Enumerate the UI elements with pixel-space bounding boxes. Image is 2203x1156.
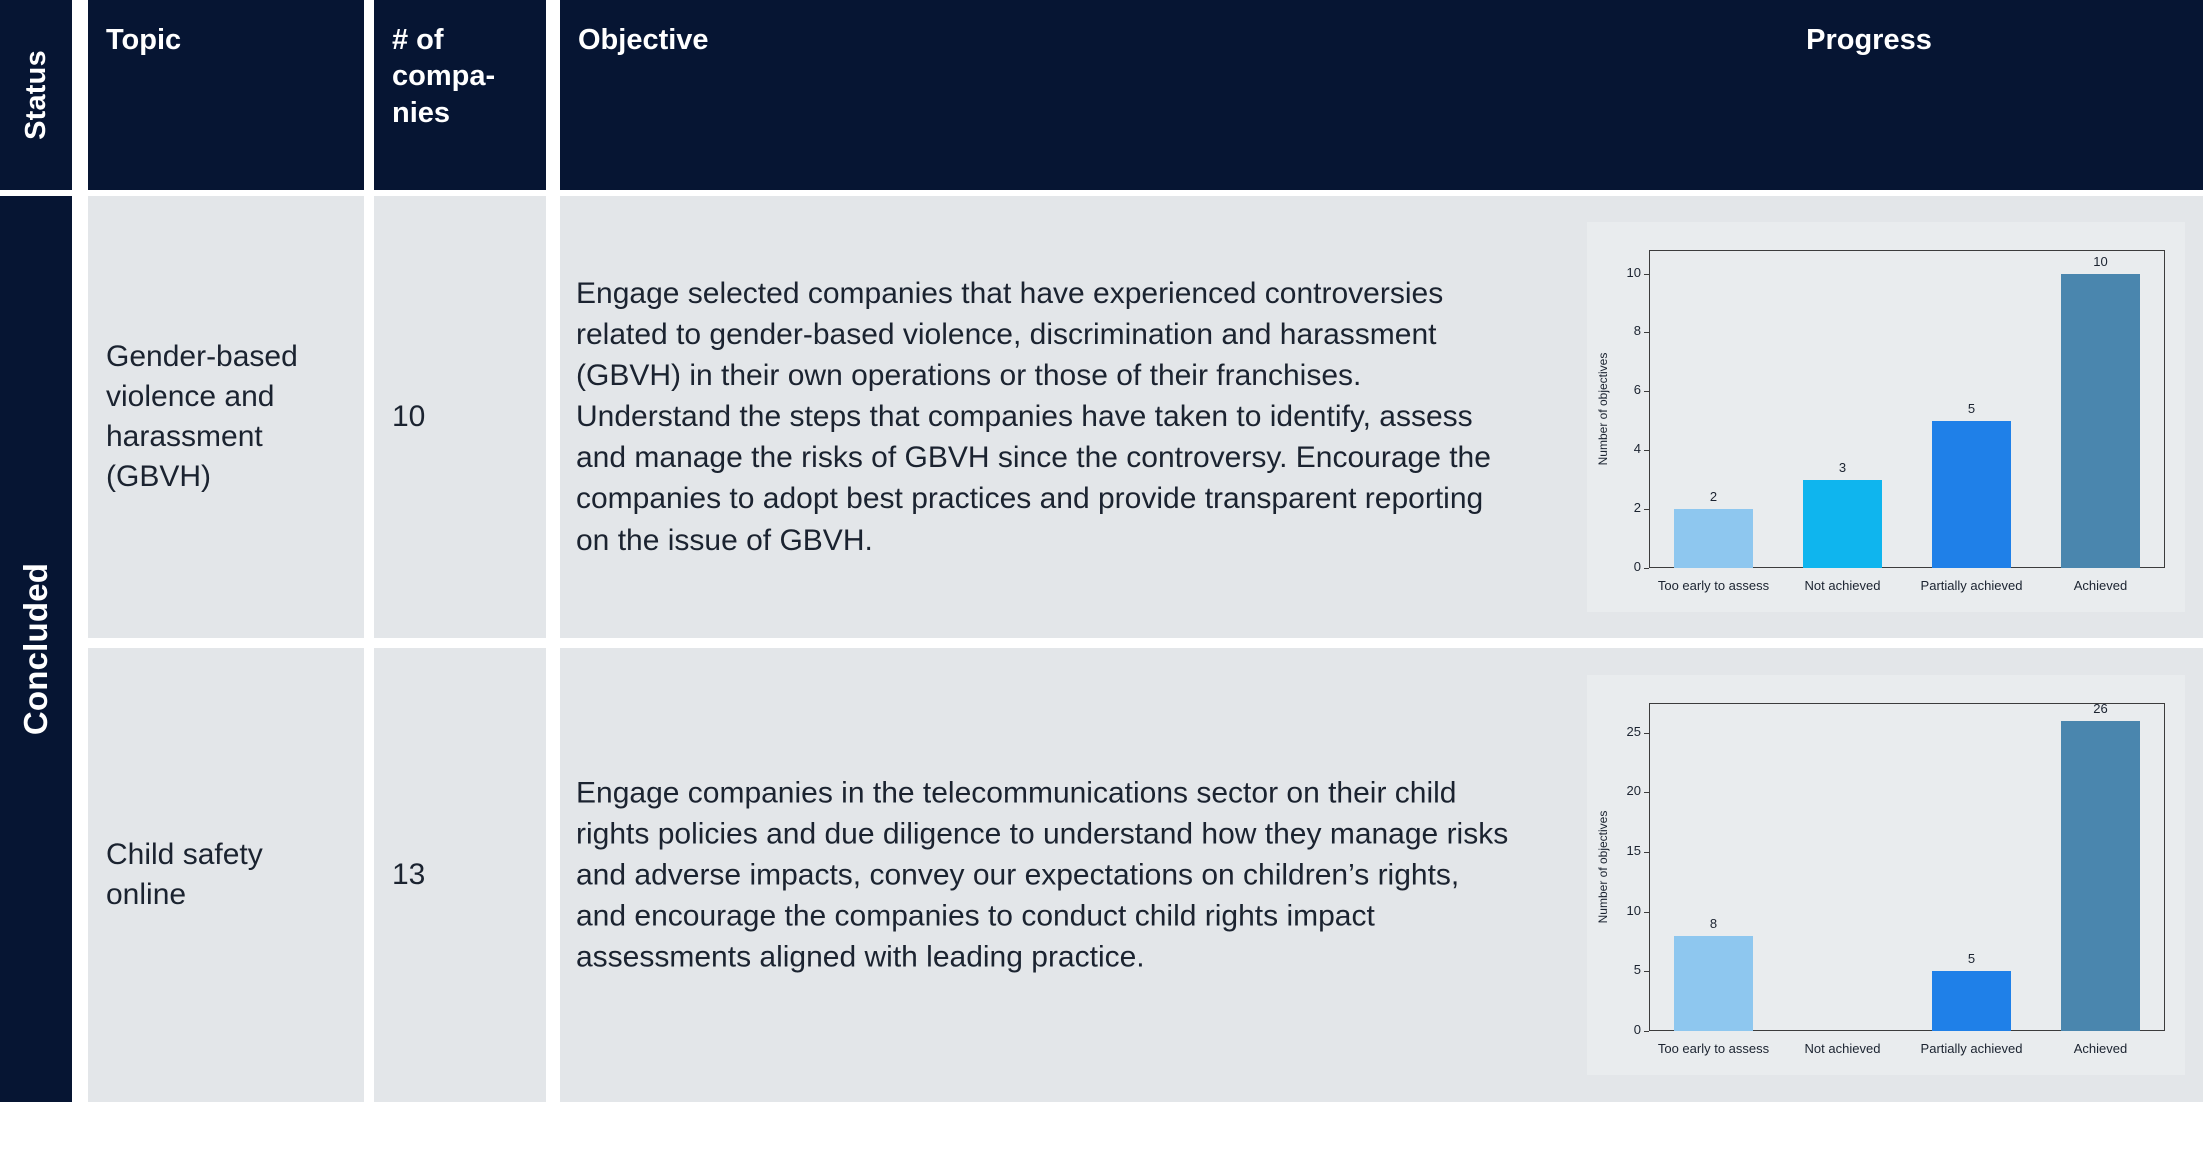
bar-value-label: 10: [2093, 253, 2108, 269]
y-tick-label: 6: [1633, 382, 1641, 398]
y-tick-label: 2: [1633, 500, 1641, 516]
bar: [1674, 936, 1754, 1031]
y-tick-mark: [1644, 274, 1649, 275]
status-column: [0, 0, 72, 1102]
y-tick-mark: [1644, 852, 1649, 853]
bar-value-label: 8: [1709, 915, 1718, 931]
y-tick-label: 10: [1626, 902, 1641, 918]
x-tick-label: Not achieved: [1804, 1041, 1881, 1056]
x-tick-label: Too early to assess: [1657, 1041, 1770, 1056]
y-tick-mark: [1644, 1031, 1649, 1032]
status-group-cell: [0, 196, 72, 1102]
header-label-count: # of compa-nies: [392, 24, 496, 129]
bar: [1932, 971, 2012, 1031]
header-label-progress: Progress: [1806, 24, 1932, 56]
y-tick-mark: [1644, 332, 1649, 333]
table-row: [88, 648, 364, 1102]
y-tick-label: 10: [1626, 264, 1641, 280]
header-label-topic: Topic: [106, 24, 182, 56]
header-cell-objective: [560, 0, 1535, 190]
header-cell-count: [374, 0, 546, 190]
bar-value-label: 3: [1838, 459, 1847, 475]
y-tick-mark: [1644, 391, 1649, 392]
count-text: 13: [392, 858, 426, 891]
bar: [1674, 509, 1754, 568]
x-tick-label: Partially achieved: [1920, 1041, 2023, 1056]
y-tick-label: 5: [1633, 962, 1641, 978]
header-label-objective: Objective: [578, 24, 709, 56]
y-tick-label: 0: [1633, 559, 1641, 574]
topic-text: Gender-based violence and harassment (GBVH): [106, 340, 298, 493]
y-tick-mark: [1644, 792, 1649, 793]
table-row: [88, 196, 364, 638]
y-tick-mark: [1644, 733, 1649, 734]
status-group-label: Concluded: [17, 562, 54, 736]
objective-cell: [560, 648, 2203, 1102]
y-tick-mark: [1644, 509, 1649, 510]
status-header-cell: [0, 0, 72, 190]
x-tick-label: Partially achieved: [1920, 578, 2023, 593]
y-tick-label: 20: [1626, 783, 1641, 799]
progress-chart-1: [1587, 222, 2185, 612]
y-axis-label: Number of objectives: [1596, 352, 1610, 466]
y-tick-label: 0: [1633, 1022, 1641, 1037]
y-tick-label: 4: [1633, 441, 1641, 457]
y-tick-label: 25: [1626, 723, 1641, 739]
objective-text: Engage selected companies that have experienced controversies related to gender-based violence, discrimination and harassment (GBVH) in their own operations or those of their franchises. Understand the steps that companies have taken to identify, assess and manage the risks of GBVH since the controversy. Encourage the companies to adopt best practices and provide transparent reporting on the issue of GBVH.: [576, 277, 1491, 557]
y-tick-label: 15: [1626, 843, 1641, 859]
y-tick-mark: [1644, 450, 1649, 451]
x-tick-label: Achieved: [2073, 578, 2128, 593]
y-tick-mark: [1644, 912, 1649, 913]
y-tick-label: 8: [1633, 323, 1641, 339]
bar: [1803, 480, 1883, 568]
count-cell: [374, 196, 546, 638]
objective-text: Engage companies in the telecommunications sector on their child rights policies and due diligence to understand how they manage risks and adverse impacts, convey our expectations on children’s rights, and encourage the companies to conduct child rights impact assessments aligned with leading practice.: [576, 776, 1509, 974]
bar-value-label: 2: [1709, 489, 1718, 505]
bar-value-label: 5: [1967, 951, 1976, 967]
x-tick-label: Achieved: [2073, 1041, 2128, 1056]
status-header-label: Status: [19, 50, 52, 140]
bar: [1932, 421, 2012, 568]
y-axis-label: Number of objectives: [1596, 810, 1610, 924]
y-tick-mark: [1644, 568, 1649, 569]
count-cell: [374, 648, 546, 1102]
bar-value-label: 26: [2093, 700, 2108, 716]
header-cell-progress: [1535, 0, 2203, 190]
y-tick-mark: [1644, 971, 1649, 972]
x-tick-label: Not achieved: [1804, 578, 1881, 593]
bar-value-label: 5: [1967, 400, 1976, 416]
bar: [2061, 274, 2141, 568]
header-cell-topic: [88, 0, 364, 190]
bar: [2061, 721, 2141, 1031]
progress-chart-2: [1587, 675, 2185, 1075]
count-text: 10: [392, 400, 426, 433]
objective-cell: [560, 196, 2203, 638]
x-tick-label: Too early to assess: [1657, 578, 1770, 593]
topic-text: Child safety online: [106, 838, 263, 911]
